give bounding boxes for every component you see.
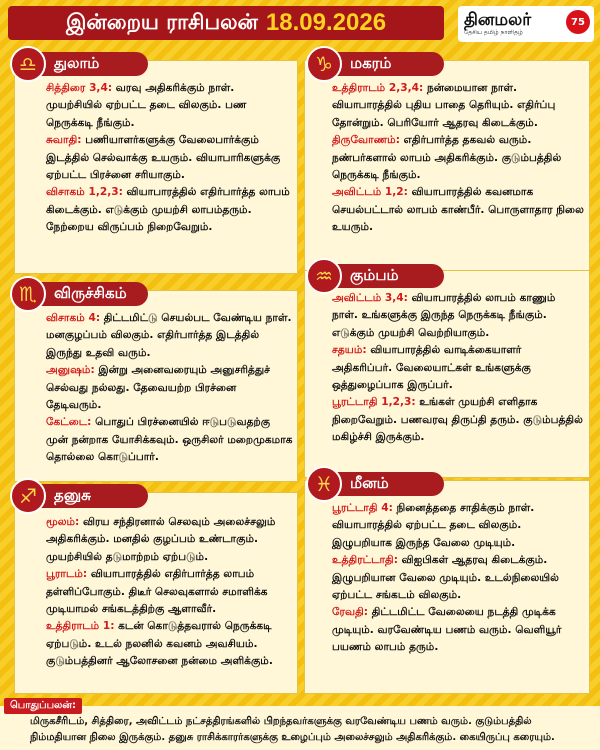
footer-text: மிருகசீரிடம், சித்திரை, அவிட்டம் நட்சத்திரங்களில் பிறந்தவர்களுக்கு வரவேண்டிய பணம் வரும். குடும்பத்தில் நிம்மதியான நிலை இருக்கும். தனுசு ராசிக்காரர்களுக்கு உழைப்பும் அலைச்சலும் அதிகரிக்கும். கையிருப்பு கரையும். — [30, 716, 555, 743]
anniversary-badge: 75 — [566, 10, 590, 34]
star-label: பூரட்டாதி 4: — [332, 502, 393, 514]
sign-header-magaram — [306, 46, 444, 82]
prediction-text: வரவு அதிகரிக்கும் நாள். முயற்சியில் ஏற்பட்ட தடை விலகும். பண நெருக்கடி நீங்கும். — [46, 82, 247, 129]
prediction-entry — [332, 132, 584, 184]
logo-tagline: தேசிய தமிழ் நாளிதழ் — [464, 29, 523, 36]
star-label: உத்திராடம் 2,3,4: — [332, 82, 424, 94]
prediction-entry — [46, 132, 294, 184]
prediction-entry — [332, 500, 584, 552]
title-text: இன்றைய ராசிபலன் — [65, 9, 258, 34]
logo-brand: தினமலர் — [464, 10, 532, 30]
prediction-entry — [332, 552, 584, 604]
prediction-text: பொதுப் பிரச்னையில் ஈடுபடுவதற்கு முன் நன்றாக யோசிக்கவும். ஒருசிலர் மறைமுகமாக தொல்லை கொடுப்பார். — [46, 416, 293, 464]
sign-body-meenam — [332, 500, 584, 657]
prediction-entry — [46, 80, 294, 132]
goat-icon: ♑ — [306, 46, 342, 82]
star-label: உத்திரட்டாதி: — [332, 554, 398, 567]
star-label: விசாகம் 1,2,3: — [46, 186, 123, 199]
prediction-text: நன்மையான நாள். வியாபாரத்தில் புதிய பாதை தெரியும். எதிர்ப்பு தோன்றும். பெரியோர் ஆதரவு கிடைக்கும். — [332, 82, 556, 129]
prediction-entry — [46, 618, 294, 670]
sign-body-viruchigam — [46, 310, 294, 467]
prediction-text: வியாபாரத்தில் எதிர்பார்த்த லாபம் கிடைக்கும். எடுக்கும் முயற்சி லாபம்தரும். நேற்றைய விருப்பம் நிறைவேறும். — [46, 186, 290, 234]
sign-name-dhanusu: தனுசு — [38, 484, 148, 508]
scales-icon: ♎ — [10, 46, 46, 82]
prediction-text: திட்டமிட்டு செயல்பட வேண்டிய நாள். மனகுழப்பம் விலகும். எதிர்பார்த்த இடத்தில் இருந்து உதவி வரும். — [46, 312, 292, 359]
prediction-entry — [46, 566, 294, 618]
title-date: 18.09.2026 — [265, 9, 387, 36]
prediction-entry — [332, 342, 584, 394]
sign-header-meenam — [306, 466, 444, 502]
prediction-text: உங்கள் முயற்சி எளிதாக நிறைவேறும். பணவரவு திருப்தி தரும். குடும்பத்தில் மகிழ்ச்சி இருக்கும். — [332, 396, 583, 444]
prediction-entry — [46, 184, 294, 236]
prediction-text: வியாபாரத்தில் வாடிக்கையாளர் அதிகரிப்பர். வேலையாட்கள் உங்களுக்கு ஒத்துழைப்பாக இருப்பர். — [332, 344, 531, 392]
prediction-entry — [46, 362, 294, 414]
archer-icon: ♐ — [10, 478, 46, 514]
fish-icon: ♓ — [306, 466, 342, 502]
star-label: விசாகம் 4: — [46, 312, 101, 324]
star-label: பூராடம்: — [46, 568, 88, 581]
prediction-entry — [46, 310, 294, 362]
star-label: அவிட்டம் 1,2: — [332, 186, 408, 199]
sign-name-meenam: மீனம் — [334, 472, 444, 496]
sign-name-magaram: மகரம் — [334, 52, 444, 76]
star-label: கேட்டை: — [46, 416, 92, 429]
footer-label: பொதுப்பலன்: — [4, 698, 82, 714]
sign-body-kumbam — [332, 290, 584, 447]
prediction-text: வியாபாரத்தில் லாபம் காணும் நாள். உங்களுக்கு இருந்த நெருக்கடி நீங்கும். எடுக்கும் முயற்சி வெற்றியாகும். — [332, 292, 556, 339]
star-label: அவிட்டம் 3,4: — [332, 292, 408, 304]
star-label: ரேவதி: — [332, 606, 369, 619]
sign-name-thulam: துலாம் — [38, 52, 148, 76]
star-label: அனுஷம்: — [46, 364, 95, 377]
prediction-text: திட்டமிட்ட வேலையை நடத்தி முடிக்க முடியும். வரவேண்டிய பணம் வரும். வெளியூர் பயணம் லாபம் தரும். — [332, 606, 562, 654]
sign-header-kumbam — [306, 258, 444, 294]
star-label: திருவோணம்: — [332, 134, 400, 147]
scorpion-icon: ♏ — [10, 276, 46, 312]
star-label: உத்திராடம் 1: — [46, 620, 115, 633]
sign-body-thulam — [46, 80, 294, 237]
prediction-text: வியாபாரத்தில் எதிர்பார்த்த லாபம் தள்ளிப்போகும். திடீர் செலவுகளால் சமாளிக்க முடியாமல் சங்கடத்திற்கு ஆளாவீர். — [46, 568, 268, 616]
sign-header-thulam — [10, 46, 148, 82]
sign-body-magaram — [332, 80, 584, 237]
prediction-text: இன்று அனைவரையும் அனுசரித்துச் செல்வது நல்லது. தேவையற்ற பிரச்னை தேடிவரும். — [46, 364, 271, 412]
prediction-text: விஐபிகள் ஆதரவு கிடைக்கும். இழுபறியான வேலை முடியும். உடல்நிலையில் ஏற்பட்ட சங்கடம் விலகும். — [332, 554, 559, 602]
page-title — [8, 6, 444, 40]
star-label: பூரட்டாதி 1,2,3: — [332, 396, 416, 409]
star-label: மூலம்: — [46, 516, 80, 528]
sign-name-kumbam: கும்பம் — [334, 264, 444, 288]
sign-body-dhanusu — [46, 514, 294, 671]
prediction-entry — [332, 394, 584, 446]
prediction-text: கடன் கொடுத்தவரால் நெருக்கடி ஏற்படும். உடல் நலனில் கவனம் அவசியம். குடும்பத்தினர் ஆலோசனை நன்மை அளிக்கும். — [46, 620, 273, 668]
sign-header-viruchigam — [10, 276, 148, 312]
prediction-entry — [46, 414, 294, 466]
prediction-entry — [332, 80, 584, 132]
prediction-text: வியாபாரத்தில் கவனமாக செயல்பட்டால் லாபம் காண்பீர். பொருளாதார நிலை உயரும். — [332, 186, 584, 234]
sign-header-dhanusu — [10, 478, 148, 514]
star-label: சுவாதி: — [46, 134, 82, 147]
prediction-text: எதிர்பார்த்த தகவல் வரும். நண்பர்களால் லாபம் அதிகரிக்கும். குடும்பத்தில் நெருக்கடி நீங்கும். — [332, 134, 562, 182]
header — [0, 0, 600, 46]
prediction-text: விரய சந்திரனால் செலவும் அலைச்சலும் அதிகரிக்கும். மனதில் குழப்பம் உண்டாகும். முயற்சியில் தடுமாற்றம் ஏற்படும். — [46, 516, 276, 563]
dinamalar-logo — [458, 6, 594, 42]
prediction-entry — [46, 514, 294, 566]
prediction-text: பணியாளர்களுக்கு வேலைபார்க்கும் இடத்தில் செல்வாக்கு உயரும். வியாபாரிகளுக்கு ஏற்பட்ட பிரச்னை சரியாகும். — [46, 134, 281, 182]
prediction-entry — [332, 184, 584, 236]
prediction-text: நினைத்ததை சாதிக்கும் நாள். வியாபாரத்தில் ஏற்பட்ட தடை விலகும். இழுபறியாக இருந்த வேலை முடியும். — [332, 502, 535, 549]
prediction-entry — [332, 290, 584, 342]
star-label: சதயம்: — [332, 344, 367, 357]
water-pot-icon: ♒ — [306, 258, 342, 294]
sign-name-viruchigam: விருச்சிகம் — [38, 282, 148, 306]
prediction-entry — [332, 604, 584, 656]
star-label: சித்திரை 3,4: — [46, 82, 113, 94]
